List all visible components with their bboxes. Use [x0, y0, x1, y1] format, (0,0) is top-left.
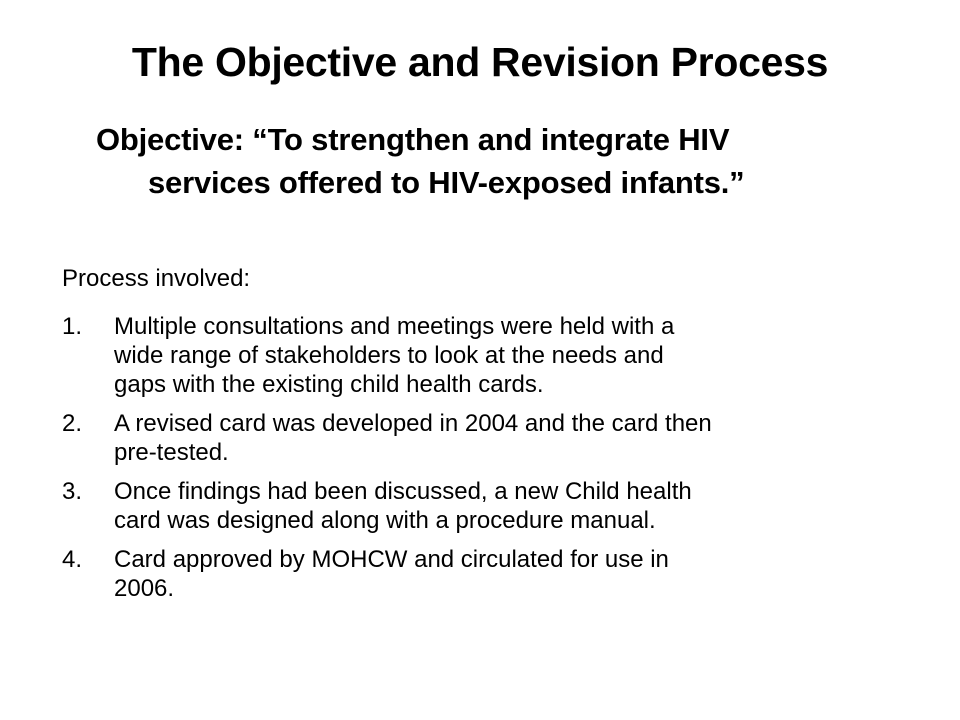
step-text-line: A revised card was developed in 2004 and the card then: [114, 410, 712, 437]
step-text-line: 2006.: [114, 575, 175, 602]
step-text-line: pre-tested.: [114, 439, 229, 466]
process-step-2: [62, 409, 912, 467]
step-number: 1.: [62, 313, 83, 340]
objective-line-2: services offered to HIV-exposed infants.”: [148, 165, 745, 200]
objective-line-1: Objective: “To strengthen and integrate HIV: [96, 122, 730, 157]
process-label: Process involved:: [62, 265, 251, 292]
step-text-line: Card approved by MOHCW and circulated for use in: [114, 546, 669, 573]
objective-statement: [96, 118, 876, 204]
step-text-line: gaps with the existing child health cards.: [114, 371, 544, 398]
process-step-4: [62, 545, 912, 603]
process-step-3: [62, 477, 912, 535]
step-number: 2.: [62, 410, 83, 437]
process-steps-list: [62, 312, 912, 613]
slide-title: The Objective and Revision Process: [131, 39, 829, 85]
step-text-line: wide range of stakeholders to look at the needs and: [114, 342, 664, 369]
step-number: 4.: [62, 546, 83, 573]
step-text-line: Multiple consultations and meetings were held with a: [114, 313, 675, 340]
step-text-line: Once findings had been discussed, a new Child health: [114, 478, 692, 505]
process-step-1: [62, 312, 912, 399]
step-number: 3.: [62, 478, 83, 505]
step-text-line: card was designed along with a procedure manual.: [114, 507, 656, 534]
